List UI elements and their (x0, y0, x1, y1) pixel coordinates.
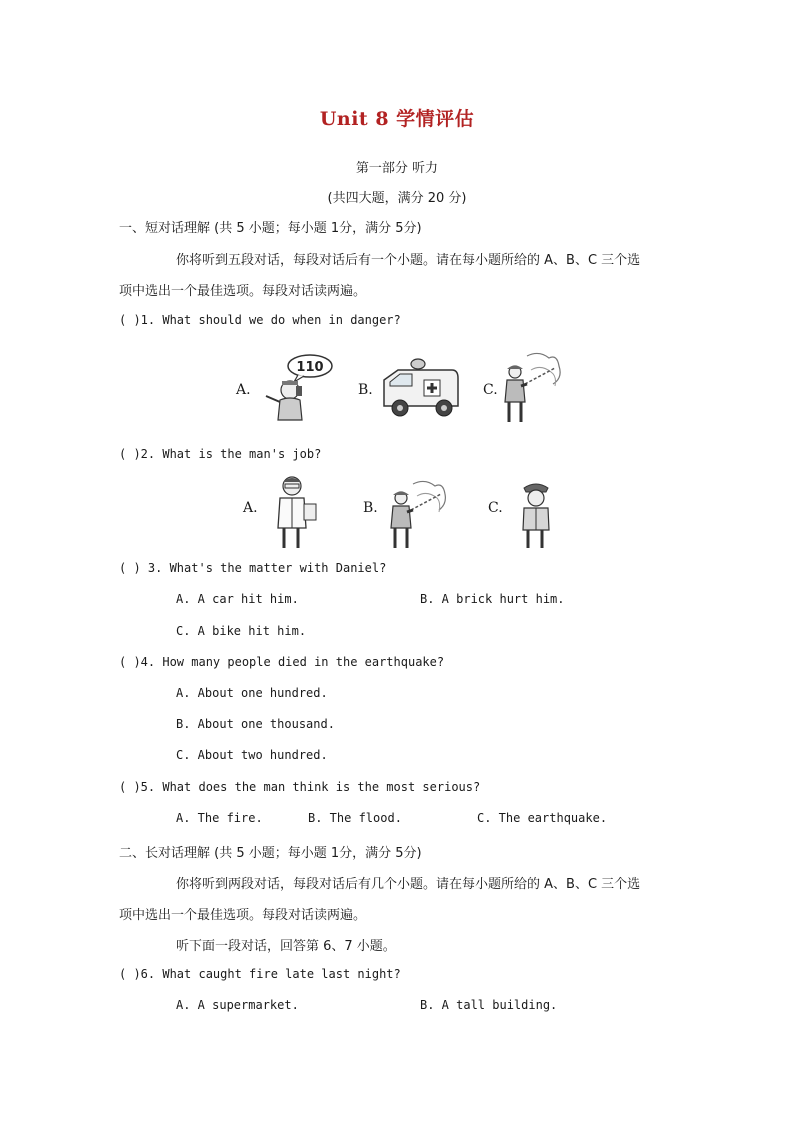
ambulance-icon (378, 356, 464, 422)
q3-option-c: C. A bike hit him. (176, 624, 307, 638)
q1-option-b-label: B. (358, 382, 373, 398)
section2-instruction: 你将听到两段对话，每段对话后有几个小题。请在每小题所给的 A、B、C 三个选 (176, 877, 641, 892)
q3-option-b: B. A brick hurt him. (420, 592, 565, 606)
question-4: ( )4. How many people died in the earthquake? (119, 655, 445, 669)
q1-a-sign-text: 110 (296, 360, 324, 375)
q1-option-c-label: C. (483, 382, 498, 398)
q2-option-b-label: B. (363, 500, 378, 516)
section1-instruction-cont: 项中选出一个最佳选项。每段对话读两遍。 (119, 284, 367, 299)
section2-subinstruction: 听下面一段对话，回答第 6、7 小题。 (176, 939, 396, 954)
section2-instruction-cont: 项中选出一个最佳选项。每段对话读两遍。 (119, 908, 367, 923)
question-2: ( )2. What is the man's job? (119, 447, 322, 461)
q6-option-b: B. A tall building. (420, 998, 558, 1012)
q6-option-a: A. A supermarket. (176, 998, 299, 1012)
q5-option-c: C. The earthquake. (477, 811, 608, 825)
question-1: ( )1. What should we do when in danger? (119, 313, 401, 327)
q1-option-a-label: A. (236, 382, 251, 398)
q5-option-b: B. The flood. (308, 811, 402, 825)
q4-option-a: A. About one hundred. (176, 686, 328, 700)
question-3: ( ) 3. What's the matter with Daniel? (119, 561, 387, 575)
q2-option-c-label: C. (488, 500, 503, 516)
q5-option-a: A. The fire. (176, 811, 263, 825)
question-5: ( )5. What does the man think is the most serious? (119, 780, 481, 794)
part-note: (共四大题，满分 20 分) (327, 191, 467, 206)
policeman-icon (516, 478, 556, 550)
q4-option-b: B. About one thousand. (176, 717, 335, 731)
section2-heading: 二、长对话理解 (共 5 小题；每小题 1分，满分 5分) (119, 846, 422, 861)
firefighter-icon (497, 346, 563, 426)
question-6: ( )6. What caught fire late last night? (119, 967, 401, 981)
page-title: Unit 8 学情评估 (319, 108, 475, 130)
section1-instruction: 你将听到五段对话，每段对话后有一个小题。请在每小题所给的 A、B、C 三个选 (176, 253, 641, 268)
phone-call-icon (258, 352, 338, 424)
q3-option-a: A. A car hit him. (176, 592, 299, 606)
doctor-icon (272, 474, 320, 550)
q4-option-c: C. About two hundred. (176, 748, 328, 762)
part-heading: 第一部分 听力 (355, 161, 439, 176)
q2-option-a-label: A. (243, 500, 258, 516)
firefighter-icon-2 (385, 474, 447, 550)
section1-heading: 一、短对话理解 (共 5 小题；每小题 1分，满分 5分) (119, 221, 422, 236)
